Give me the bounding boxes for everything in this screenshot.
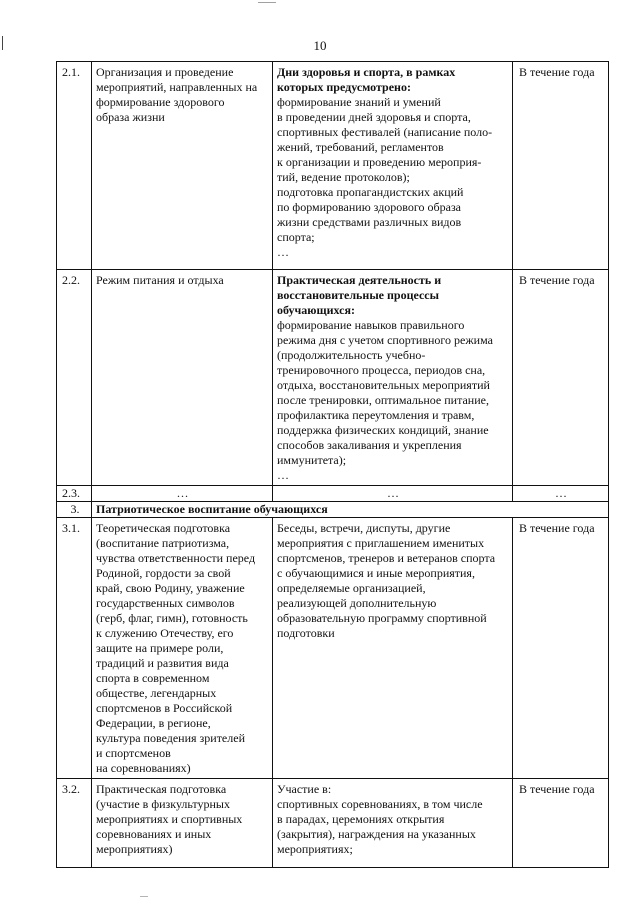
event-term: В течение года — [513, 518, 609, 779]
table-row — [57, 62, 609, 270]
event-term: В течение года — [513, 62, 609, 270]
section-number: 3. — [57, 502, 92, 518]
event-content — [273, 62, 513, 270]
event-name: Организация и проведение мероприятий, направленных на формирование здорового образа жизни — [92, 62, 273, 270]
activities-table — [56, 61, 609, 868]
event-term: … — [513, 486, 609, 502]
event-term: В течение года — [513, 270, 609, 486]
table-row — [57, 518, 609, 779]
table-row — [57, 486, 609, 502]
event-name: Теоретическая подготовка (воспитание патриотизма, чувства ответственности перед Родиной, гордости за свой край, свою Родину, уважение государственных символов (герб, флаг, гимн), готовность к служению Отечеству, его защите на примере роли, традиций и развития вида спорта в современном обществе, легендарных спортсменов в Российской Федерации, в регионе, культура поведения зрителей и спортсменов на соревнованиях) — [92, 518, 273, 779]
event-term: В течение года — [513, 779, 609, 868]
table-row — [57, 779, 609, 868]
page-number: 10 — [313, 38, 327, 53]
content-title: Дни здоровья и спорта, в рамках которых предусмотрено: — [277, 65, 456, 94]
scan-artifact — [2, 36, 3, 50]
row-number: 2.3. — [57, 486, 92, 502]
table-row — [57, 270, 609, 486]
event-name: … — [92, 486, 273, 502]
event-content: Участие в: спортивных соревнованиях, в том числе в парадах, церемониях открытия (закрытия), награждения на указанных мероприятиях; — [273, 779, 513, 868]
row-number: 2.2. — [57, 270, 92, 486]
event-name: Режим питания и отдыха — [92, 270, 273, 486]
event-content: Беседы, встречи, диспуты, другие мероприятия с приглашением именитых спортсменов, тренеров и ветеранов спорта с обучающимися и иные мероприятия, определяемые организацией, реализующей дополнительную образовательную программу спортивной подготовки — [273, 518, 513, 779]
content-text: формирование знаний и умений в проведении дней здоровья и спорта, спортивных фестивалей (написание поло- жений, требований, регламентов к организации и проведению мероприя- тий, ведение протоколов); подготовка пропагандистских акций по формированию здорового образа жизни средствами различных видов спорта; … — [277, 95, 493, 259]
content-title: Практическая деятельность и восстановительные процессы обучающихся: — [277, 273, 442, 317]
scan-artifact — [258, 2, 276, 3]
row-number: 2.1. — [57, 62, 92, 270]
event-content — [273, 270, 513, 486]
event-name: Практическая подготовка (участие в физкультурных мероприятиях и спортивных соревнованиях и иных мероприятиях) — [92, 779, 273, 868]
section-title: Патриотическое воспитание обучающихся — [92, 502, 609, 518]
scan-artifact — [140, 896, 148, 897]
event-content: … — [273, 486, 513, 502]
content-text: формирование навыков правильного режима дня с учетом спортивного режима (продолжительность учебно- тренировочного процесса, периодов сна, отдыха, восстановительных мероприятий после тренировки, оптимальное питание, профилактика переутомления и травм, поддержка физических кондиций, знание способов закаливания и укрепления иммунитета); … — [277, 318, 493, 482]
section-row — [57, 502, 609, 518]
row-number: 3.1. — [57, 518, 92, 779]
row-number: 3.2. — [57, 779, 92, 868]
